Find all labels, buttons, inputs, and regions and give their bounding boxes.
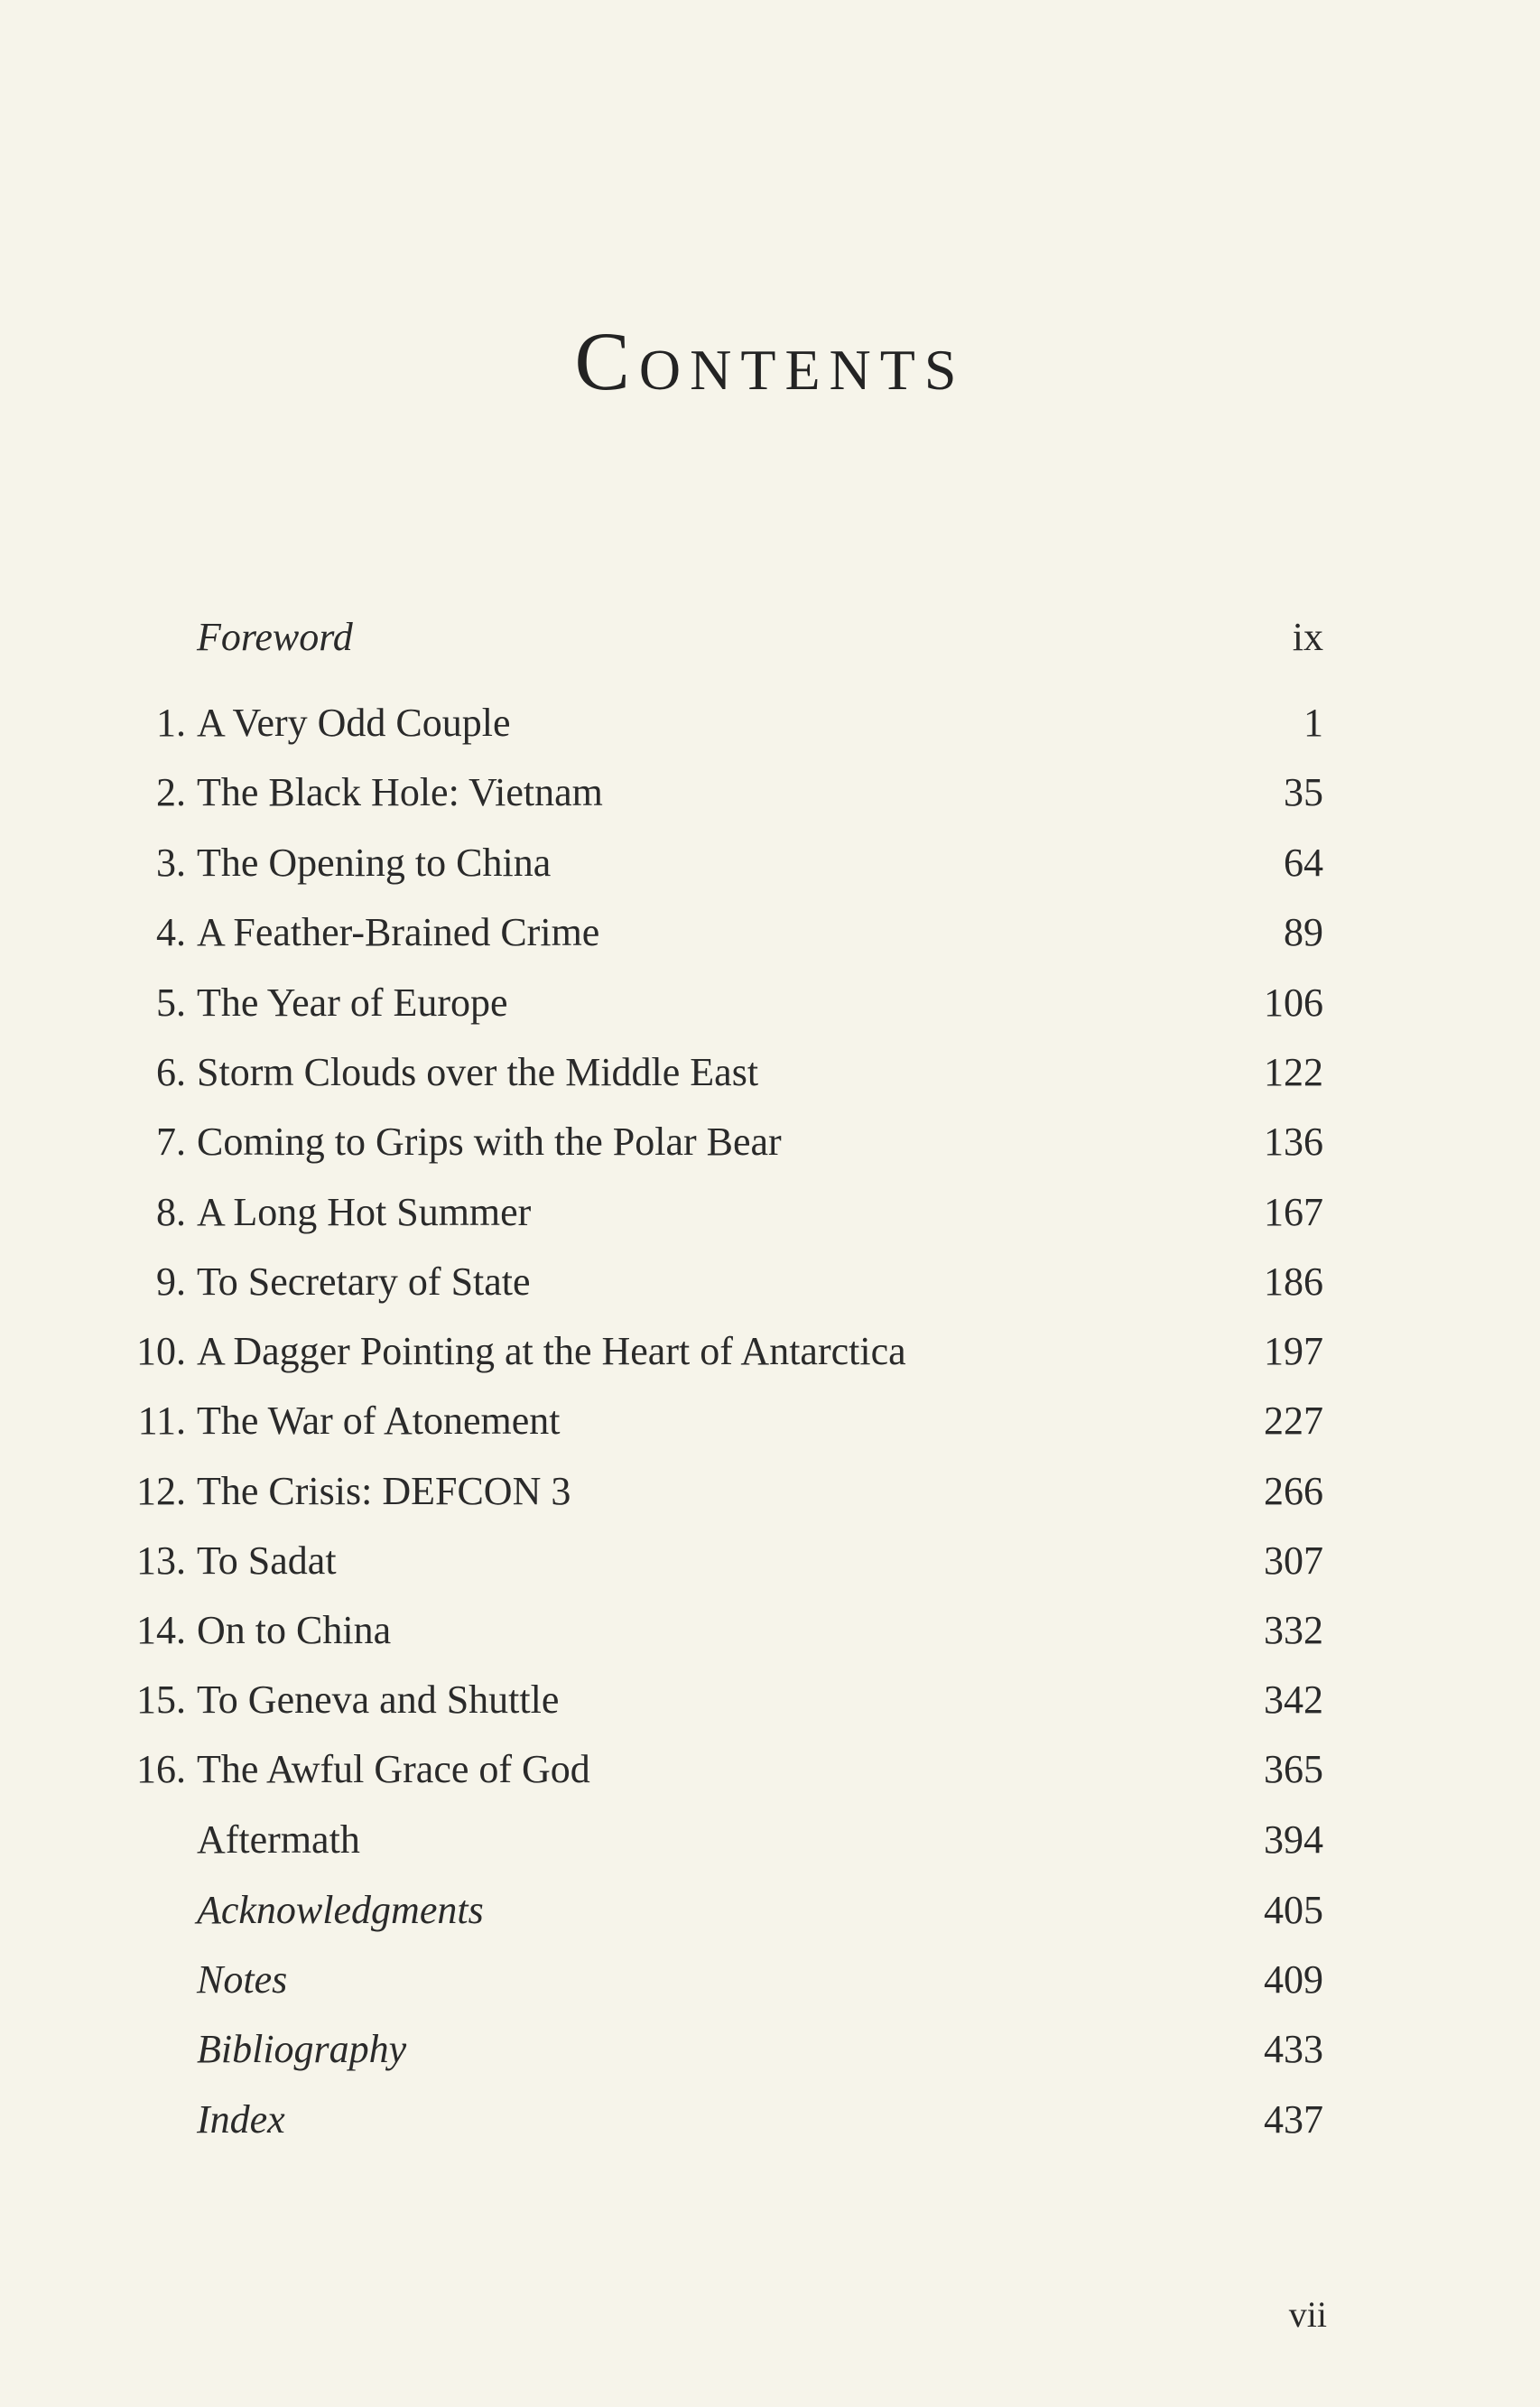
toc-entry-page: 437 xyxy=(1264,2097,1323,2142)
toc-entry-page: 197 xyxy=(1264,1329,1323,1373)
toc-entry-page: 106 xyxy=(1264,980,1323,1025)
toc-entry-title: Bibliography xyxy=(197,2027,407,2071)
toc-entry xyxy=(0,909,1540,972)
toc-entry-number: 9. xyxy=(156,1259,186,1304)
toc-entry-number: 1. xyxy=(156,701,186,745)
toc-entry-title: The Awful Grace of God xyxy=(197,1747,590,1791)
toc-entry-number: 3. xyxy=(156,841,186,885)
page-number: vii xyxy=(1288,2294,1327,2335)
toc-entry-title: A Long Hot Summer xyxy=(197,1190,532,1234)
toc-entry-page: 342 xyxy=(1264,1677,1323,1722)
toc-entry-title: To Secretary of State xyxy=(197,1259,531,1304)
toc-entry-title: A Very Odd Couple xyxy=(197,701,511,745)
toc-entry xyxy=(0,1677,1540,1740)
toc-entry-title: Aftermath xyxy=(197,1817,360,1862)
toc-entry-page: 332 xyxy=(1264,1608,1323,1652)
toc-entry-number: 11. xyxy=(137,1399,186,1443)
toc-entry xyxy=(0,1956,1540,2020)
toc-entry xyxy=(0,1259,1540,1322)
toc-entry-number: 10. xyxy=(136,1329,186,1373)
toc-entry-number: 4. xyxy=(156,910,186,954)
toc-entry-number: 6. xyxy=(156,1050,186,1094)
toc-entry xyxy=(0,1746,1540,1809)
toc-entry xyxy=(0,980,1540,1043)
toc-entry xyxy=(0,1607,1540,1670)
toc-entry-title: A Feather-Brained Crime xyxy=(197,910,600,954)
toc-entry xyxy=(0,1189,1540,1252)
toc-entry xyxy=(0,1817,1540,1880)
toc-entry-number: 5. xyxy=(156,980,186,1025)
toc-entry-title: The Crisis: DEFCON 3 xyxy=(197,1469,571,1513)
toc-entry-number: 8. xyxy=(156,1190,186,1234)
toc-entry-title: The Black Hole: Vietnam xyxy=(197,770,603,814)
toc-entry-number: 13. xyxy=(136,1538,186,1583)
toc-entry-page: 167 xyxy=(1264,1190,1323,1234)
toc-entry-page: 433 xyxy=(1264,2027,1323,2071)
toc-entry-title: Foreword xyxy=(197,615,353,659)
toc-entry-page: 35 xyxy=(1284,770,1323,814)
toc-entry-title: The Opening to China xyxy=(197,841,552,885)
toc-entry-title: Storm Clouds over the Middle East xyxy=(197,1050,759,1094)
toc-entry-number: 16. xyxy=(136,1747,186,1791)
toc-entry-page: 266 xyxy=(1264,1469,1323,1513)
toc-entry-page: 394 xyxy=(1264,1817,1323,1862)
toc-entry-page: 136 xyxy=(1264,1120,1323,1164)
toc-entry-title: Index xyxy=(197,2097,285,2142)
toc-entry xyxy=(0,1328,1540,1391)
toc-entry-title: To Sadat xyxy=(197,1538,337,1583)
toc-entry-page: 409 xyxy=(1264,1957,1323,2002)
toc-entry-page: 227 xyxy=(1264,1399,1323,1443)
toc-entry-page: 122 xyxy=(1264,1050,1323,1094)
toc-entry xyxy=(0,1119,1540,1182)
toc-entry-number: 14. xyxy=(136,1608,186,1652)
toc-entry-number: 12. xyxy=(136,1469,186,1513)
toc-entry-page: ix xyxy=(1292,615,1323,659)
toc-entry-title: A Dagger Pointing at the Heart of Antarctica xyxy=(197,1329,906,1373)
toc-entry-title: Acknowledgments xyxy=(197,1888,484,1932)
toc-entry-page: 64 xyxy=(1284,841,1323,885)
toc-entry xyxy=(0,840,1540,903)
toc-entry-number: 2. xyxy=(156,770,186,814)
toc-entry xyxy=(0,1049,1540,1112)
toc-entry-title: To Geneva and Shuttle xyxy=(197,1677,560,1722)
toc-entry-title: On to China xyxy=(197,1608,392,1652)
toc-entry xyxy=(0,1538,1540,1601)
toc-entry xyxy=(0,1398,1540,1461)
toc-entry-title: Notes xyxy=(197,1957,288,2002)
toc-entry xyxy=(0,1468,1540,1531)
toc-entry-title: The War of Atonement xyxy=(197,1399,561,1443)
toc-entry xyxy=(0,769,1540,832)
toc-entry xyxy=(0,614,1540,677)
toc-entry xyxy=(0,700,1540,763)
toc-entry-page: 186 xyxy=(1264,1259,1323,1304)
toc-entry-number: 7. xyxy=(156,1120,186,1164)
toc-entry-number: 15. xyxy=(136,1677,186,1722)
toc-entry-title: The Year of Europe xyxy=(197,980,508,1025)
toc-entry-page: 307 xyxy=(1264,1538,1323,1583)
toc-entry-page: 405 xyxy=(1264,1888,1323,1932)
toc-entry xyxy=(0,2026,1540,2089)
toc-entry xyxy=(0,2096,1540,2160)
page-title: Contents xyxy=(574,314,966,407)
toc-entry-page: 1 xyxy=(1303,701,1323,745)
toc-entry-title: Coming to Grips with the Polar Bear xyxy=(197,1120,782,1164)
toc-entry xyxy=(0,1887,1540,1950)
toc-entry-page: 89 xyxy=(1284,910,1323,954)
toc-entry-page: 365 xyxy=(1264,1747,1323,1791)
